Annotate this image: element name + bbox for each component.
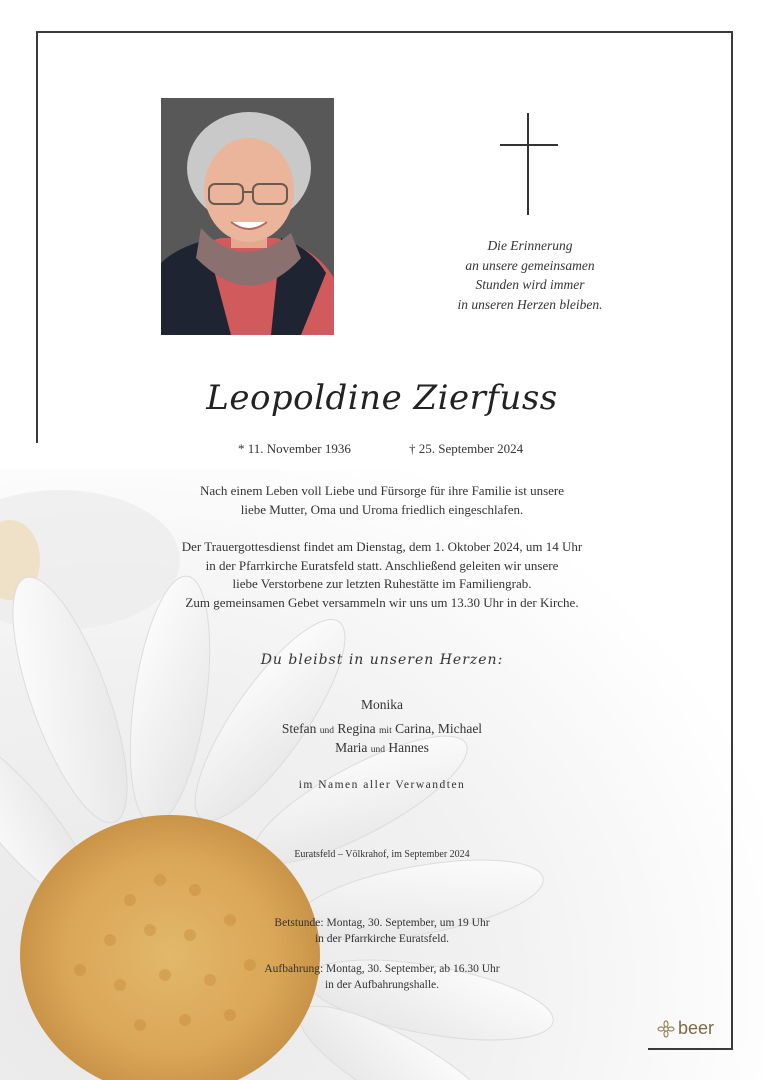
death-date: † 25. September 2024 — [409, 441, 524, 456]
mourner-name: Maria — [335, 740, 368, 755]
service-line: liebe Verstorbene zur letzten Ruhestätte im Familiengrab. — [232, 576, 532, 591]
mourner-name: Stefan — [281, 721, 317, 736]
beer-logo — [657, 1018, 714, 1039]
frame-bottom-border — [648, 1048, 733, 1050]
conjunction: mit — [379, 726, 392, 736]
mourner-name: Carina, Michael — [395, 721, 483, 736]
viewing-info — [0, 961, 764, 993]
deceased-name: Leopoldine Zierfuss — [206, 378, 558, 418]
prayer-hour-line: Betstunde: Montag, 30. September, um 19 Uhr — [274, 917, 490, 929]
prayer-hour-line: in der Pfarrkirche Euratsfeld. — [314, 933, 450, 945]
verse-line: in unseren Herzen bleiben. — [457, 296, 603, 312]
viewing-line: in der Aufbahrungshalle. — [324, 979, 439, 991]
memorial-verse — [420, 236, 640, 314]
mourner-line-3 — [0, 738, 764, 760]
frame-top-border — [36, 31, 733, 33]
portrait-photo — [161, 98, 334, 335]
prayer-hour-info — [0, 915, 764, 947]
announcement-line: liebe Mutter, Oma und Uroma friedlich eingeschlafen. — [240, 501, 524, 517]
prayer-gathering-text — [0, 594, 764, 613]
mourner-name: Regina — [337, 721, 376, 736]
service-line: in der Pfarrkirche Euratsfeld statt. Anschließend geleiten wir unsere — [205, 557, 559, 573]
service-text — [0, 538, 764, 594]
mourner-name: Hannes — [388, 740, 429, 755]
mourners-heading: Du bleibst in unseren Herzen: — [260, 652, 504, 668]
cross-icon — [500, 113, 558, 215]
birth-date: * 11. November 1936 — [238, 441, 351, 456]
flower-logo-icon — [657, 1020, 675, 1038]
logo-text: beer — [678, 1018, 715, 1038]
conjunction: und — [319, 726, 335, 736]
place-date: Euratsfeld – Völkrahof, im September 2024 — [294, 849, 470, 860]
viewing-line: Aufbahrung: Montag, 30. September, ab 16.30 Uhr — [264, 963, 500, 975]
verse-line: an unsere gemeinsamen — [465, 257, 595, 273]
prayer-gathering-line: Zum gemeinsamen Gebet versammeln wir uns um 13.30 Uhr in der Kirche. — [185, 595, 579, 610]
conjunction: und — [370, 745, 385, 755]
verse-line: Die Erinnerung — [487, 238, 573, 253]
mourner-name: Monika — [361, 697, 403, 712]
verse-line: Stunden wird immer — [475, 277, 585, 292]
relatives-line: im Namen aller Verwandten — [298, 779, 466, 791]
announcement-text — [0, 482, 764, 519]
service-line: Der Trauergottesdienst findet am Dienstag, dem 1. Oktober 2024, um 14 Uhr — [181, 539, 583, 554]
announcement-line: Nach einem Leben voll Liebe und Fürsorge für ihre Familie ist unsere — [199, 483, 565, 498]
mourner-line-1 — [0, 695, 764, 714]
